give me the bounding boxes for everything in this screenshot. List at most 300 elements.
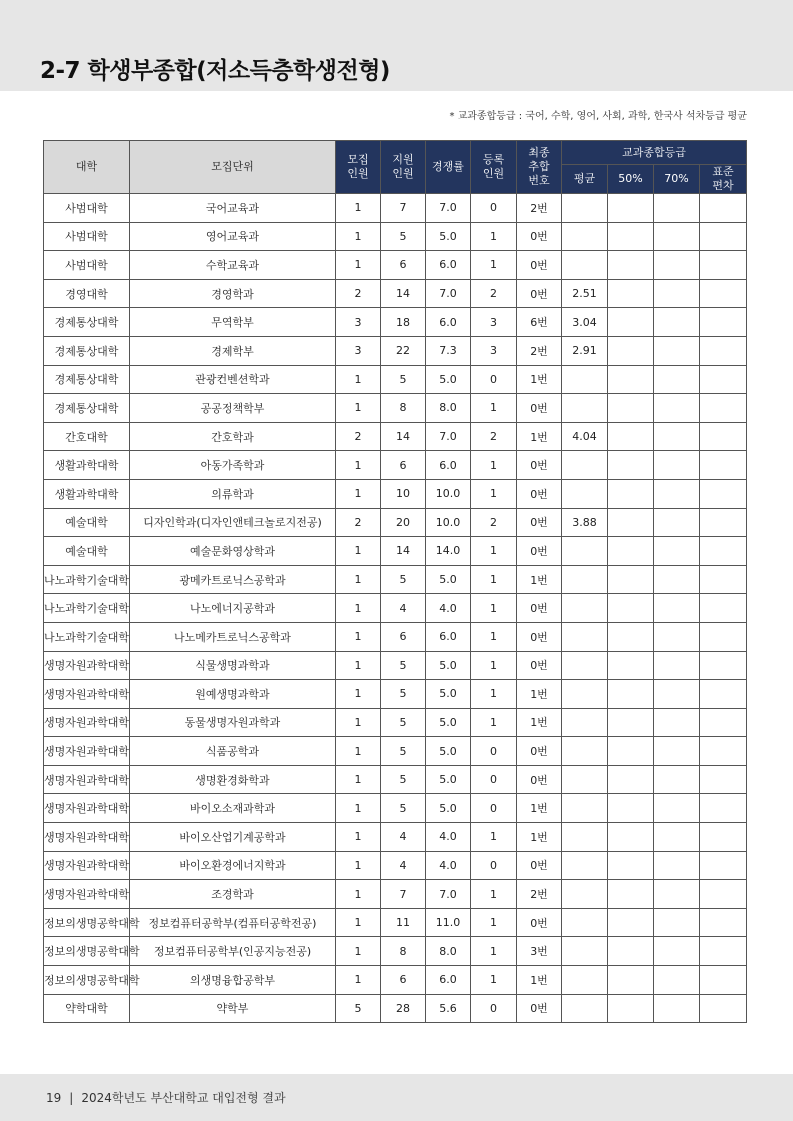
cell-applicants: 6 bbox=[381, 966, 426, 995]
cell-enrolled: 2 bbox=[471, 279, 517, 308]
cell-grade-50 bbox=[608, 194, 654, 223]
cell-dept: 바이오환경에너지학과 bbox=[130, 851, 336, 880]
cell-college: 생명자원과학대학 bbox=[44, 737, 130, 766]
table-row bbox=[44, 336, 747, 365]
cell-applicants: 14 bbox=[381, 279, 426, 308]
cell-enrolled: 1 bbox=[471, 479, 517, 508]
cell-grade-70 bbox=[654, 994, 700, 1023]
cell-grade-avg: 2.51 bbox=[562, 279, 608, 308]
cell-ratio: 8.0 bbox=[426, 937, 471, 966]
cell-quota: 1 bbox=[336, 651, 381, 680]
cell-enrolled: 1 bbox=[471, 451, 517, 480]
cell-applicants: 5 bbox=[381, 737, 426, 766]
cell-enrolled: 0 bbox=[471, 765, 517, 794]
cell-grade-sd bbox=[700, 336, 747, 365]
cell-grade-avg: 4.04 bbox=[562, 422, 608, 451]
cell-enrolled: 1 bbox=[471, 708, 517, 737]
cell-grade-70 bbox=[654, 966, 700, 995]
cell-grade-sd bbox=[700, 880, 747, 909]
header-grade-50: 50% bbox=[608, 165, 654, 194]
cell-quota: 1 bbox=[336, 222, 381, 251]
cell-college: 정보의생명공학대학 bbox=[44, 937, 130, 966]
cell-grade-50 bbox=[608, 422, 654, 451]
cell-quota: 1 bbox=[336, 794, 381, 823]
cell-grade-50 bbox=[608, 937, 654, 966]
cell-dept: 디자인학과(디자인앤테크놀로지전공) bbox=[130, 508, 336, 537]
cell-grade-50 bbox=[608, 908, 654, 937]
cell-dept: 식물생명과학과 bbox=[130, 651, 336, 680]
cell-college: 예술대학 bbox=[44, 537, 130, 566]
header-enrolled-line2: 인원 bbox=[482, 167, 505, 180]
cell-college: 약학대학 bbox=[44, 994, 130, 1023]
header-sd-line1: 표준 bbox=[712, 165, 734, 178]
header-grade-sd bbox=[700, 165, 747, 194]
cell-dept: 약학부 bbox=[130, 994, 336, 1023]
cell-dept: 정보컴퓨터공학부(인공지능전공) bbox=[130, 937, 336, 966]
cell-grade-50 bbox=[608, 994, 654, 1023]
table-row bbox=[44, 651, 747, 680]
cell-grade-70 bbox=[654, 708, 700, 737]
cell-grade-50 bbox=[608, 394, 654, 423]
cell-applicants: 11 bbox=[381, 908, 426, 937]
cell-grade-70 bbox=[654, 479, 700, 508]
cell-dept: 식품공학과 bbox=[130, 737, 336, 766]
cell-applicants: 14 bbox=[381, 422, 426, 451]
cell-ratio: 7.0 bbox=[426, 194, 471, 223]
cell-ratio: 6.0 bbox=[426, 308, 471, 337]
cell-grade-70 bbox=[654, 422, 700, 451]
cell-final-number: 1번 bbox=[517, 365, 562, 394]
cell-dept: 광메카트로닉스공학과 bbox=[130, 565, 336, 594]
cell-applicants: 10 bbox=[381, 479, 426, 508]
cell-college: 생명자원과학대학 bbox=[44, 680, 130, 709]
cell-applicants: 5 bbox=[381, 794, 426, 823]
cell-final-number: 0번 bbox=[517, 394, 562, 423]
cell-dept: 예술문화영상학과 bbox=[130, 537, 336, 566]
cell-grade-50 bbox=[608, 823, 654, 852]
cell-applicants: 5 bbox=[381, 565, 426, 594]
cell-final-number: 0번 bbox=[517, 508, 562, 537]
cell-grade-avg bbox=[562, 222, 608, 251]
cell-grade-avg bbox=[562, 365, 608, 394]
cell-dept: 경제학부 bbox=[130, 336, 336, 365]
cell-grade-avg bbox=[562, 794, 608, 823]
cell-grade-sd bbox=[700, 680, 747, 709]
cell-grade-avg bbox=[562, 937, 608, 966]
cell-grade-70 bbox=[654, 365, 700, 394]
table-row bbox=[44, 451, 747, 480]
cell-quota: 1 bbox=[336, 708, 381, 737]
cell-final-number: 2번 bbox=[517, 880, 562, 909]
cell-enrolled: 1 bbox=[471, 594, 517, 623]
cell-college: 경영대학 bbox=[44, 279, 130, 308]
cell-dept: 간호학과 bbox=[130, 422, 336, 451]
cell-dept: 영어교육과 bbox=[130, 222, 336, 251]
cell-final-number: 0번 bbox=[517, 851, 562, 880]
cell-grade-avg bbox=[562, 994, 608, 1023]
cell-grade-70 bbox=[654, 823, 700, 852]
cell-ratio: 6.0 bbox=[426, 966, 471, 995]
cell-ratio: 6.0 bbox=[426, 451, 471, 480]
cell-final-number: 1번 bbox=[517, 966, 562, 995]
cell-dept: 바이오산업기계공학과 bbox=[130, 823, 336, 852]
cell-applicants: 5 bbox=[381, 680, 426, 709]
cell-grade-50 bbox=[608, 966, 654, 995]
cell-grade-sd bbox=[700, 479, 747, 508]
cell-grade-sd bbox=[700, 794, 747, 823]
header-applicants-line2: 인원 bbox=[392, 167, 414, 180]
footer-separator: | bbox=[69, 1091, 74, 1105]
cell-grade-70 bbox=[654, 880, 700, 909]
cell-grade-sd bbox=[700, 908, 747, 937]
cell-grade-50 bbox=[608, 594, 654, 623]
cell-grade-avg: 2.91 bbox=[562, 336, 608, 365]
cell-grade-sd bbox=[700, 451, 747, 480]
cell-grade-sd bbox=[700, 851, 747, 880]
cell-college: 생명자원과학대학 bbox=[44, 794, 130, 823]
cell-enrolled: 1 bbox=[471, 251, 517, 280]
table-row bbox=[44, 966, 747, 995]
header-final-line2: 추합 bbox=[528, 160, 550, 173]
table-row bbox=[44, 908, 747, 937]
cell-final-number: 0번 bbox=[517, 765, 562, 794]
cell-grade-70 bbox=[654, 937, 700, 966]
cell-applicants: 14 bbox=[381, 537, 426, 566]
cell-final-number: 0번 bbox=[517, 279, 562, 308]
cell-applicants: 8 bbox=[381, 937, 426, 966]
header-applicants-line1: 지원 bbox=[392, 153, 414, 166]
header-final-number bbox=[517, 141, 562, 194]
cell-final-number: 0번 bbox=[517, 622, 562, 651]
cell-enrolled: 1 bbox=[471, 537, 517, 566]
cell-grade-70 bbox=[654, 908, 700, 937]
cell-college: 경제통상대학 bbox=[44, 394, 130, 423]
cell-applicants: 4 bbox=[381, 851, 426, 880]
cell-ratio: 5.0 bbox=[426, 765, 471, 794]
header-quota-line1: 모집 bbox=[347, 153, 369, 166]
cell-grade-sd bbox=[700, 565, 747, 594]
cell-final-number: 1번 bbox=[517, 794, 562, 823]
cell-grade-sd bbox=[700, 622, 747, 651]
cell-grade-avg bbox=[562, 394, 608, 423]
cell-ratio: 6.0 bbox=[426, 622, 471, 651]
cell-final-number: 2번 bbox=[517, 336, 562, 365]
table-row bbox=[44, 194, 747, 223]
cell-applicants: 5 bbox=[381, 708, 426, 737]
cell-grade-sd bbox=[700, 194, 747, 223]
cell-grade-avg: 3.88 bbox=[562, 508, 608, 537]
cell-grade-sd bbox=[700, 222, 747, 251]
cell-grade-avg bbox=[562, 194, 608, 223]
cell-grade-sd bbox=[700, 537, 747, 566]
cell-quota: 1 bbox=[336, 479, 381, 508]
cell-enrolled: 2 bbox=[471, 422, 517, 451]
footer-title: 2024학년도 부산대학교 대입전형 결과 bbox=[81, 1091, 286, 1105]
cell-college: 나노과학기술대학 bbox=[44, 622, 130, 651]
cell-grade-avg bbox=[562, 851, 608, 880]
cell-ratio: 14.0 bbox=[426, 537, 471, 566]
table-row bbox=[44, 851, 747, 880]
cell-quota: 1 bbox=[336, 194, 381, 223]
cell-college: 경제통상대학 bbox=[44, 365, 130, 394]
cell-enrolled: 1 bbox=[471, 966, 517, 995]
cell-grade-50 bbox=[608, 251, 654, 280]
cell-grade-50 bbox=[608, 537, 654, 566]
cell-grade-50 bbox=[608, 451, 654, 480]
cell-final-number: 0번 bbox=[517, 994, 562, 1023]
table-row bbox=[44, 565, 747, 594]
cell-grade-sd bbox=[700, 594, 747, 623]
cell-applicants: 5 bbox=[381, 765, 426, 794]
cell-college: 경제통상대학 bbox=[44, 336, 130, 365]
cell-grade-sd bbox=[700, 737, 747, 766]
cell-grade-avg bbox=[562, 737, 608, 766]
table-row bbox=[44, 794, 747, 823]
cell-grade-avg bbox=[562, 251, 608, 280]
cell-dept: 나노메카트로닉스공학과 bbox=[130, 622, 336, 651]
cell-enrolled: 3 bbox=[471, 336, 517, 365]
cell-ratio: 4.0 bbox=[426, 851, 471, 880]
cell-grade-avg bbox=[562, 966, 608, 995]
cell-grade-avg bbox=[562, 908, 608, 937]
table-row bbox=[44, 508, 747, 537]
cell-college: 정보의생명공학대학 bbox=[44, 908, 130, 937]
cell-college: 생명자원과학대학 bbox=[44, 880, 130, 909]
cell-dept: 국어교육과 bbox=[130, 194, 336, 223]
cell-grade-50 bbox=[608, 565, 654, 594]
cell-quota: 1 bbox=[336, 966, 381, 995]
cell-quota: 1 bbox=[336, 251, 381, 280]
cell-grade-70 bbox=[654, 194, 700, 223]
cell-applicants: 18 bbox=[381, 308, 426, 337]
cell-grade-sd bbox=[700, 308, 747, 337]
header-grade-group: 교과종합등급 bbox=[562, 141, 747, 165]
cell-grade-avg bbox=[562, 708, 608, 737]
cell-grade-50 bbox=[608, 708, 654, 737]
cell-college: 생활과학대학 bbox=[44, 451, 130, 480]
cell-dept: 수학교육과 bbox=[130, 251, 336, 280]
cell-quota: 1 bbox=[336, 537, 381, 566]
cell-grade-50 bbox=[608, 279, 654, 308]
cell-college: 사범대학 bbox=[44, 222, 130, 251]
cell-ratio: 10.0 bbox=[426, 508, 471, 537]
cell-quota: 1 bbox=[336, 594, 381, 623]
cell-grade-50 bbox=[608, 880, 654, 909]
cell-dept: 의생명융합공학부 bbox=[130, 966, 336, 995]
header-final-line1: 최종 bbox=[528, 146, 550, 159]
cell-college: 생명자원과학대학 bbox=[44, 708, 130, 737]
cell-grade-avg bbox=[562, 651, 608, 680]
table-row bbox=[44, 680, 747, 709]
cell-enrolled: 0 bbox=[471, 737, 517, 766]
cell-final-number: 1번 bbox=[517, 565, 562, 594]
cell-college: 간호대학 bbox=[44, 422, 130, 451]
table-row bbox=[44, 308, 747, 337]
header-college: 대학 bbox=[44, 141, 130, 194]
cell-grade-avg bbox=[562, 479, 608, 508]
cell-ratio: 5.0 bbox=[426, 651, 471, 680]
cell-grade-50 bbox=[608, 794, 654, 823]
cell-dept: 원예생명과학과 bbox=[130, 680, 336, 709]
cell-dept: 경영학과 bbox=[130, 279, 336, 308]
cell-grade-70 bbox=[654, 765, 700, 794]
cell-grade-sd bbox=[700, 823, 747, 852]
cell-enrolled: 0 bbox=[471, 851, 517, 880]
cell-dept: 생명환경화학과 bbox=[130, 765, 336, 794]
cell-applicants: 5 bbox=[381, 651, 426, 680]
cell-grade-50 bbox=[608, 622, 654, 651]
cell-college: 생명자원과학대학 bbox=[44, 765, 130, 794]
table-row bbox=[44, 251, 747, 280]
cell-grade-avg bbox=[562, 565, 608, 594]
cell-dept: 의류학과 bbox=[130, 479, 336, 508]
cell-final-number: 6번 bbox=[517, 308, 562, 337]
cell-quota: 3 bbox=[336, 336, 381, 365]
cell-ratio: 5.0 bbox=[426, 222, 471, 251]
cell-enrolled: 3 bbox=[471, 308, 517, 337]
cell-quota: 1 bbox=[336, 565, 381, 594]
cell-grade-70 bbox=[654, 794, 700, 823]
cell-grade-50 bbox=[608, 479, 654, 508]
cell-grade-70 bbox=[654, 308, 700, 337]
cell-dept: 정보컴퓨터공학부(컴퓨터공학전공) bbox=[130, 908, 336, 937]
cell-grade-50 bbox=[608, 680, 654, 709]
cell-quota: 1 bbox=[336, 365, 381, 394]
cell-applicants: 5 bbox=[381, 222, 426, 251]
cell-final-number: 1번 bbox=[517, 422, 562, 451]
cell-grade-70 bbox=[654, 336, 700, 365]
header-dept: 모집단위 bbox=[130, 141, 336, 194]
cell-ratio: 7.3 bbox=[426, 336, 471, 365]
cell-grade-50 bbox=[608, 765, 654, 794]
cell-grade-50 bbox=[608, 308, 654, 337]
cell-grade-50 bbox=[608, 508, 654, 537]
cell-enrolled: 0 bbox=[471, 994, 517, 1023]
cell-quota: 5 bbox=[336, 994, 381, 1023]
cell-grade-sd bbox=[700, 966, 747, 995]
cell-final-number: 2번 bbox=[517, 194, 562, 223]
table-row bbox=[44, 537, 747, 566]
table-row bbox=[44, 479, 747, 508]
cell-ratio: 5.0 bbox=[426, 794, 471, 823]
cell-grade-70 bbox=[654, 851, 700, 880]
cell-enrolled: 1 bbox=[471, 394, 517, 423]
cell-quota: 1 bbox=[336, 880, 381, 909]
cell-quota: 1 bbox=[336, 937, 381, 966]
cell-final-number: 1번 bbox=[517, 680, 562, 709]
cell-final-number: 1번 bbox=[517, 708, 562, 737]
table-row bbox=[44, 622, 747, 651]
cell-college: 사범대학 bbox=[44, 194, 130, 223]
cell-quota: 2 bbox=[336, 508, 381, 537]
cell-enrolled: 0 bbox=[471, 365, 517, 394]
header-grade-avg: 평균 bbox=[562, 165, 608, 194]
cell-grade-50 bbox=[608, 851, 654, 880]
cell-final-number: 0번 bbox=[517, 251, 562, 280]
cell-quota: 1 bbox=[336, 622, 381, 651]
cell-quota: 1 bbox=[336, 765, 381, 794]
cell-applicants: 8 bbox=[381, 394, 426, 423]
table-row bbox=[44, 737, 747, 766]
cell-quota: 2 bbox=[336, 422, 381, 451]
grade-note: * 교과종합등급 : 국어, 수학, 영어, 사회, 과학, 한국사 석차등급 평균 bbox=[449, 111, 747, 122]
cell-college: 생명자원과학대학 bbox=[44, 651, 130, 680]
header-quota-line2: 인원 bbox=[347, 167, 369, 180]
cell-grade-avg bbox=[562, 451, 608, 480]
cell-ratio: 5.0 bbox=[426, 680, 471, 709]
cell-enrolled: 1 bbox=[471, 565, 517, 594]
table-row bbox=[44, 594, 747, 623]
cell-college: 사범대학 bbox=[44, 251, 130, 280]
cell-applicants: 6 bbox=[381, 251, 426, 280]
cell-applicants: 4 bbox=[381, 594, 426, 623]
table-row bbox=[44, 394, 747, 423]
cell-enrolled: 0 bbox=[471, 194, 517, 223]
cell-applicants: 5 bbox=[381, 365, 426, 394]
cell-grade-70 bbox=[654, 680, 700, 709]
cell-final-number: 0번 bbox=[517, 908, 562, 937]
cell-grade-50 bbox=[608, 737, 654, 766]
cell-applicants: 6 bbox=[381, 622, 426, 651]
cell-grade-avg bbox=[562, 622, 608, 651]
cell-college: 나노과학기술대학 bbox=[44, 565, 130, 594]
cell-final-number: 1번 bbox=[517, 823, 562, 852]
cell-quota: 1 bbox=[336, 680, 381, 709]
cell-enrolled: 1 bbox=[471, 823, 517, 852]
cell-grade-70 bbox=[654, 251, 700, 280]
cell-quota: 3 bbox=[336, 308, 381, 337]
cell-college: 생명자원과학대학 bbox=[44, 823, 130, 852]
cell-dept: 무역학부 bbox=[130, 308, 336, 337]
cell-dept: 바이오소재과학과 bbox=[130, 794, 336, 823]
cell-quota: 1 bbox=[336, 451, 381, 480]
header-enrolled bbox=[471, 141, 517, 194]
cell-college: 생활과학대학 bbox=[44, 479, 130, 508]
cell-enrolled: 2 bbox=[471, 508, 517, 537]
cell-grade-avg bbox=[562, 823, 608, 852]
header-quota bbox=[336, 141, 381, 194]
cell-grade-sd bbox=[700, 365, 747, 394]
cell-grade-sd bbox=[700, 765, 747, 794]
cell-grade-avg bbox=[562, 765, 608, 794]
cell-ratio: 8.0 bbox=[426, 394, 471, 423]
cell-grade-sd bbox=[700, 422, 747, 451]
cell-ratio: 5.0 bbox=[426, 737, 471, 766]
cell-final-number: 0번 bbox=[517, 451, 562, 480]
cell-quota: 1 bbox=[336, 823, 381, 852]
cell-applicants: 4 bbox=[381, 823, 426, 852]
cell-final-number: 0번 bbox=[517, 737, 562, 766]
cell-enrolled: 1 bbox=[471, 908, 517, 937]
table-row bbox=[44, 422, 747, 451]
cell-ratio: 5.0 bbox=[426, 565, 471, 594]
cell-applicants: 22 bbox=[381, 336, 426, 365]
cell-dept: 아동가족학과 bbox=[130, 451, 336, 480]
cell-dept: 공공정책학부 bbox=[130, 394, 336, 423]
cell-ratio: 7.0 bbox=[426, 279, 471, 308]
cell-applicants: 28 bbox=[381, 994, 426, 1023]
cell-quota: 1 bbox=[336, 394, 381, 423]
cell-college: 나노과학기술대학 bbox=[44, 594, 130, 623]
cell-grade-70 bbox=[654, 565, 700, 594]
cell-grade-70 bbox=[654, 737, 700, 766]
cell-dept: 관광컨벤션학과 bbox=[130, 365, 336, 394]
header-sd-line2: 편차 bbox=[712, 179, 734, 192]
cell-quota: 2 bbox=[336, 279, 381, 308]
footer-text bbox=[46, 1089, 286, 1106]
table-row bbox=[44, 708, 747, 737]
cell-ratio: 4.0 bbox=[426, 823, 471, 852]
